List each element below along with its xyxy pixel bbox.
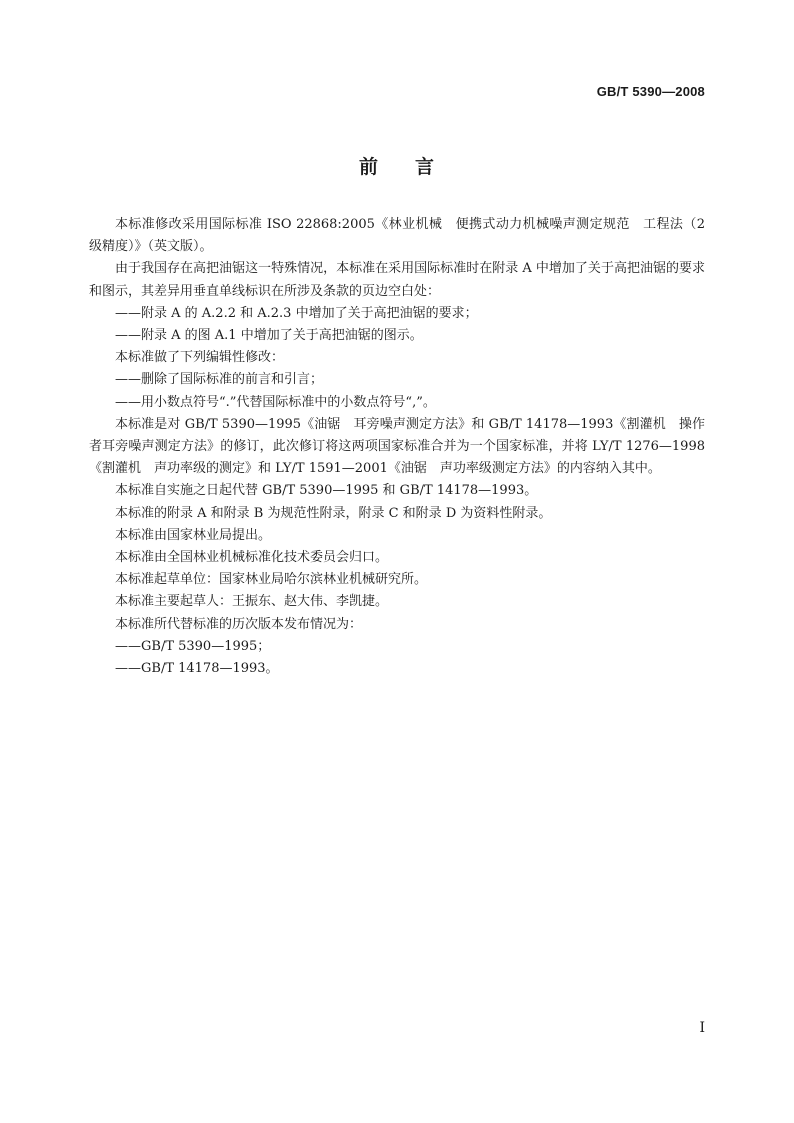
foreword-paragraph: 本标准主要起草人：王振东、赵大伟、李凯捷。: [115, 594, 389, 610]
foreword-paragraph: 本标准做了下列编辑性修改：: [115, 350, 285, 366]
foreword-paragraph: 由于我国存在高把油锯这一特殊情况，本标准在采用国际标准时在附录 A 中增加了关于高把油锯的要求和图示，其差异用垂直单线标识在所涉及条款的页边空白处：: [89, 261, 705, 299]
foreword-list-item: ——GB/T 5390—1995；: [115, 638, 271, 654]
foreword-list-item: ——附录 A 的图 A.1 中增加了关于高把油锯的图示。: [115, 328, 423, 344]
foreword-paragraph: 本标准是对 GB/T 5390—1995《油锯 耳旁噪声测定方法》和 GB/T 14178—1993《割灌机 操作者耳旁噪声测定方法》的修订，此次修订将这两项国家标准合并为一个国家标准，并将 LY/T 1276—1998《割灌机 声功率级的测定》和 LY/T 1591—2001《油锯 声功率级测定方法》的内容纳入其中。: [89, 416, 705, 477]
foreword-list-item: ——用小数点符号“.”代替国际标准中的小数点符号“,”。: [115, 394, 436, 410]
foreword-list-item: ——附录 A 的 A.2.2 和 A.2.3 中增加了关于高把油锯的要求；: [115, 305, 478, 321]
foreword-body: [89, 214, 705, 680]
foreword-paragraph: 本标准由国家林业局提出。: [115, 527, 272, 543]
foreword-paragraph: 本标准由全国林业机械标准化技术委员会归口。: [115, 550, 389, 566]
page-title-part1: 前: [358, 156, 379, 178]
foreword-list-item: ——GB/T 14178—1993。: [115, 661, 279, 677]
page-title: [0, 152, 794, 179]
foreword-list-item: ——删除了国际标准的前言和引言；: [115, 372, 324, 388]
foreword-paragraph: 本标准修改采用国际标准 ISO 22868:2005《林业机械 便携式动力机械噪声测定规范 工程法（2 级精度）》（英文版）。: [89, 217, 705, 255]
standard-code: GB/T 5390—2008: [596, 84, 705, 99]
foreword-paragraph: 本标准自实施之日起代替 GB/T 5390—1995 和 GB/T 14178—1993。: [115, 483, 538, 499]
foreword-paragraph: 本标准所代替标准的历次版本发布情况为：: [115, 616, 363, 632]
foreword-paragraph: 本标准起草单位：国家林业局哈尔滨林业机械研究所。: [115, 572, 428, 588]
foreword-paragraph: 本标准的附录 A 和附录 B 为规范性附录，附录 C 和附录 D 为资料性附录。: [115, 505, 552, 521]
page-number: I: [699, 1020, 705, 1036]
page-title-part2: 言: [415, 156, 436, 178]
